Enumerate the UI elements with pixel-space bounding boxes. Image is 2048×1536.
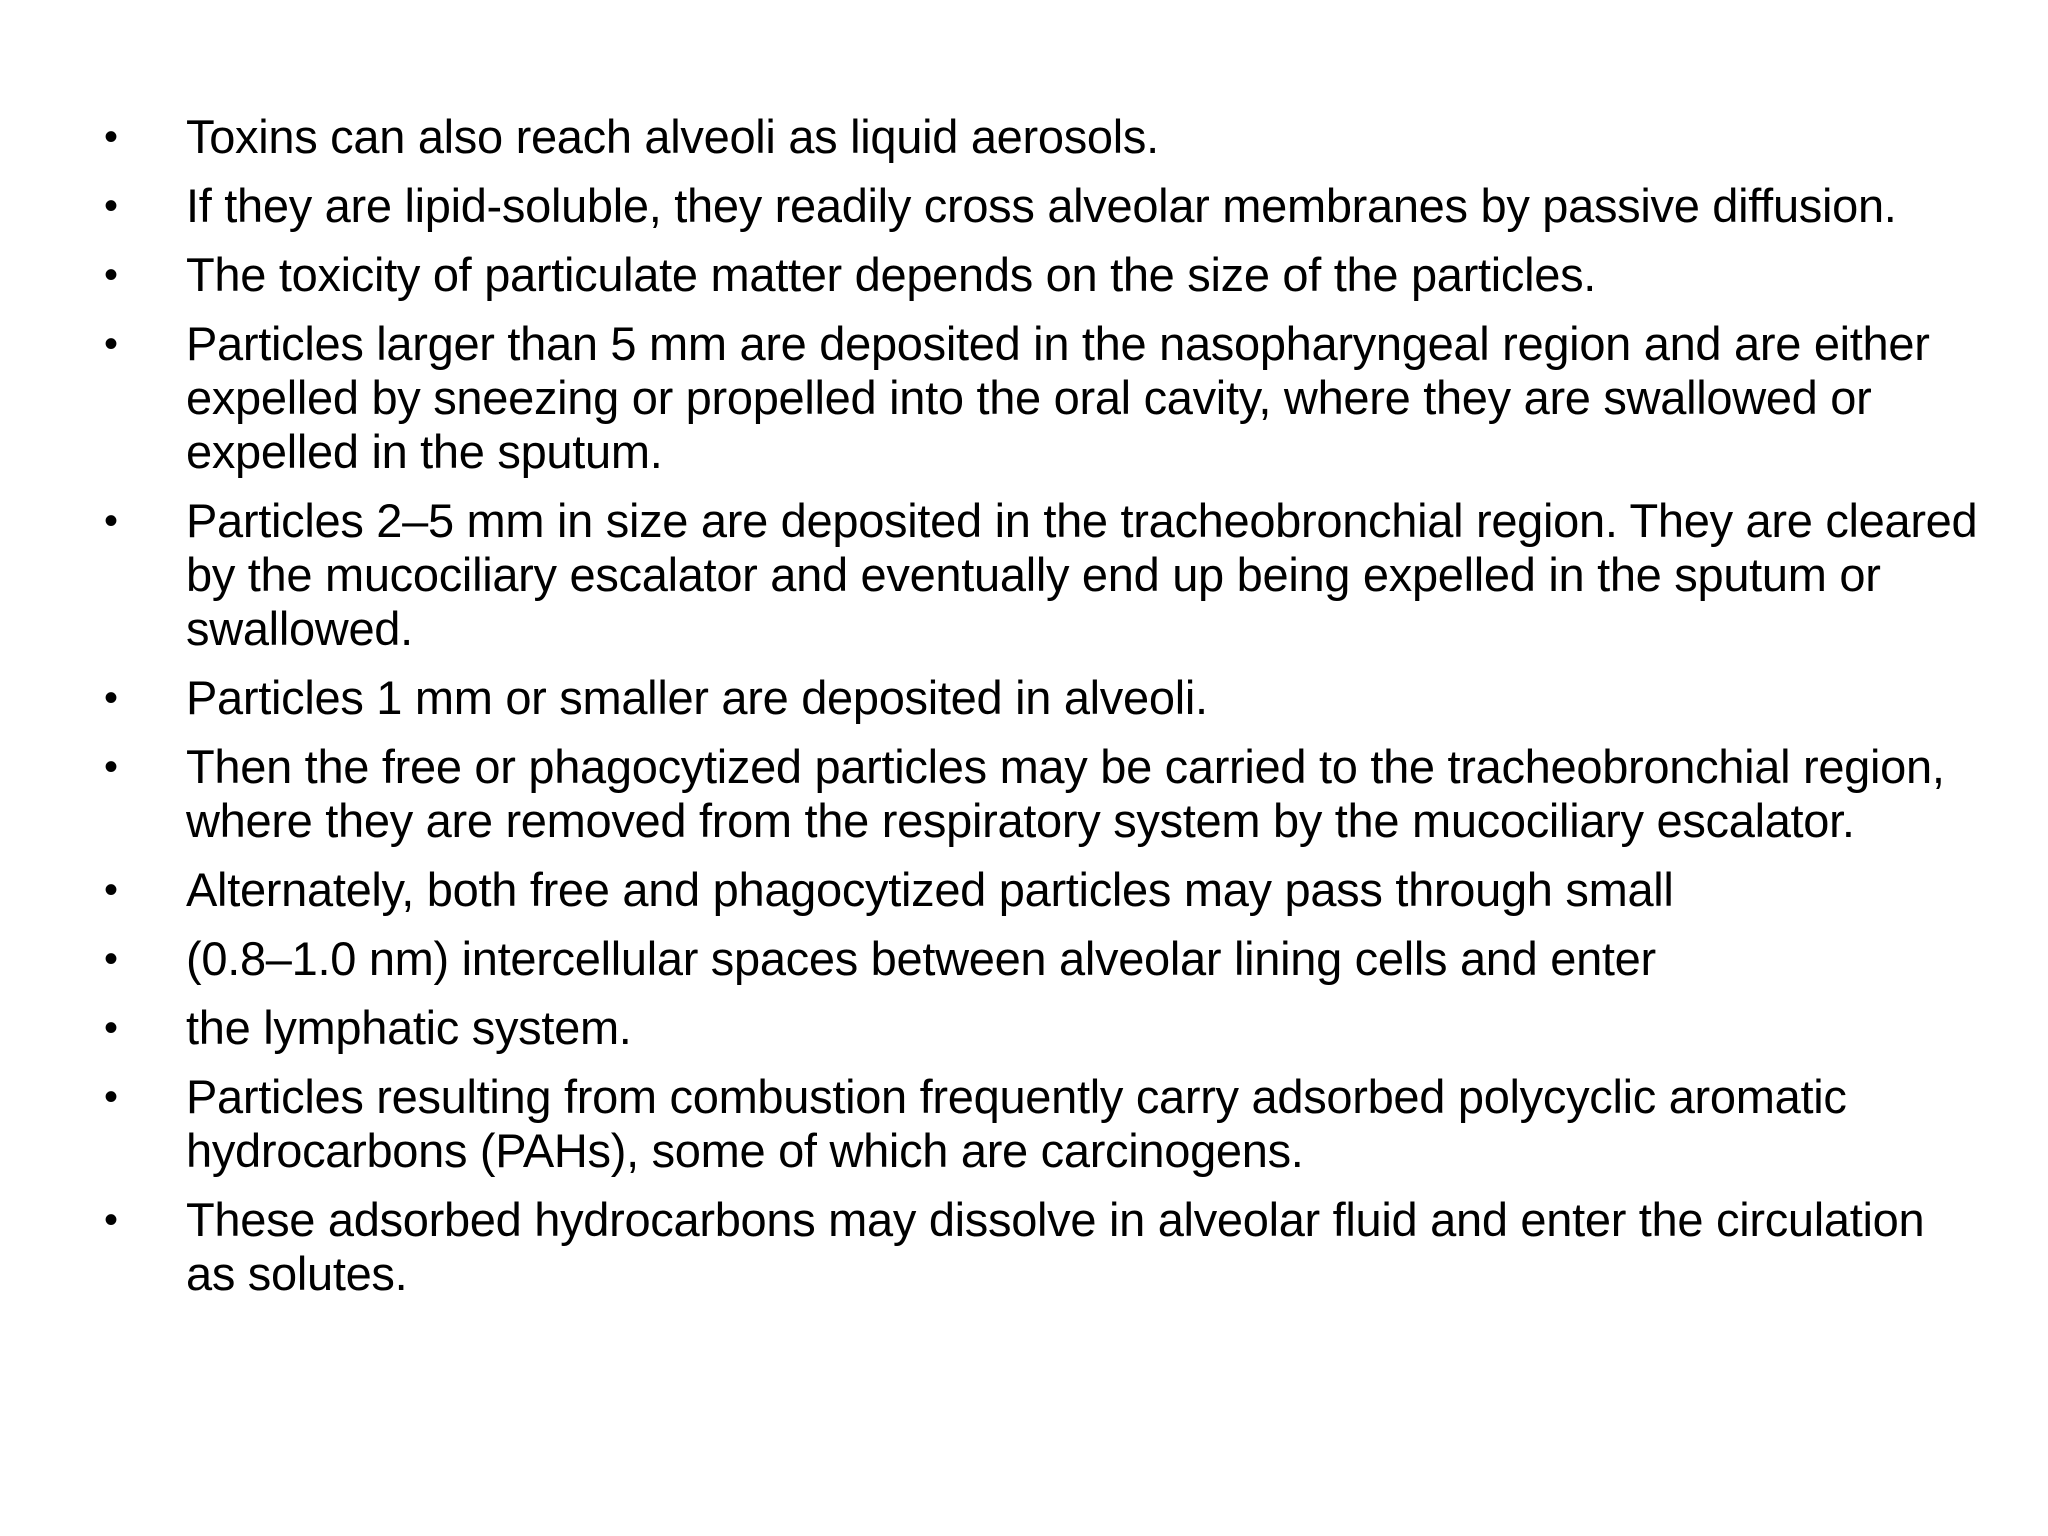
bullet-item [104, 671, 1984, 725]
bullet-item [104, 179, 1984, 233]
bullet-item [104, 932, 1984, 986]
bullet-icon: • [104, 745, 118, 789]
bullet-icon: • [104, 1006, 118, 1050]
bullet-list [104, 110, 1984, 1316]
bullet-icon: • [104, 868, 118, 912]
bullet-text: The toxicity of particulate matter depends on the size of the particles. [186, 248, 1597, 301]
bullet-icon: • [104, 322, 118, 366]
bullet-item [104, 863, 1984, 917]
bullet-text: These adsorbed hydrocarbons may dissolve in alveolar fluid and enter the circulation as solutes. [186, 1193, 1925, 1300]
bullet-text: Particles larger than 5 mm are deposited in the nasopharyngeal region and are either expelled by sneezing or propelled into the oral cavity, where they are swallowed or expelled in the sputum. [186, 317, 1930, 478]
bullet-text: the lymphatic system. [186, 1001, 632, 1054]
bullet-item [104, 248, 1984, 302]
bullet-icon: • [104, 499, 118, 543]
bullet-text: Alternately, both free and phagocytized particles may pass through small [186, 863, 1674, 916]
bullet-item [104, 740, 1984, 848]
bullet-icon: • [104, 184, 118, 228]
bullet-item [104, 317, 1984, 479]
bullet-item [104, 494, 1984, 656]
bullet-icon: • [104, 937, 118, 981]
bullet-text: (0.8–1.0 nm) intercellular spaces between alveolar lining cells and enter [186, 932, 1656, 985]
bullet-item [104, 1193, 1984, 1301]
bullet-icon: • [104, 1198, 118, 1242]
bullet-icon: • [104, 1075, 118, 1119]
bullet-text: Particles 2–5 mm in size are deposited in the tracheobronchial region. They are cleared by the mucociliary escalator and eventually end up being expelled in the sputum or swallowed. [186, 494, 1978, 655]
bullet-icon: • [104, 115, 118, 159]
bullet-text: Toxins can also reach alveoli as liquid aerosols. [186, 110, 1159, 163]
bullet-item [104, 1001, 1984, 1055]
bullet-icon: • [104, 253, 118, 297]
bullet-text: Particles 1 mm or smaller are deposited in alveoli. [186, 671, 1208, 724]
bullet-icon: • [104, 676, 118, 720]
bullet-item [104, 1070, 1984, 1178]
bullet-text: If they are lipid-soluble, they readily cross alveolar membranes by passive diffusion. [186, 179, 1897, 232]
bullet-item [104, 110, 1984, 164]
bullet-text: Particles resulting from combustion frequently carry adsorbed polycyclic aromatic hydrocarbons (PAHs), some of which are carcinogens. [186, 1070, 1847, 1177]
bullet-text: Then the free or phagocytized particles may be carried to the tracheobronchial region, where they are removed from the respiratory system by the mucociliary escalator. [186, 740, 1945, 847]
